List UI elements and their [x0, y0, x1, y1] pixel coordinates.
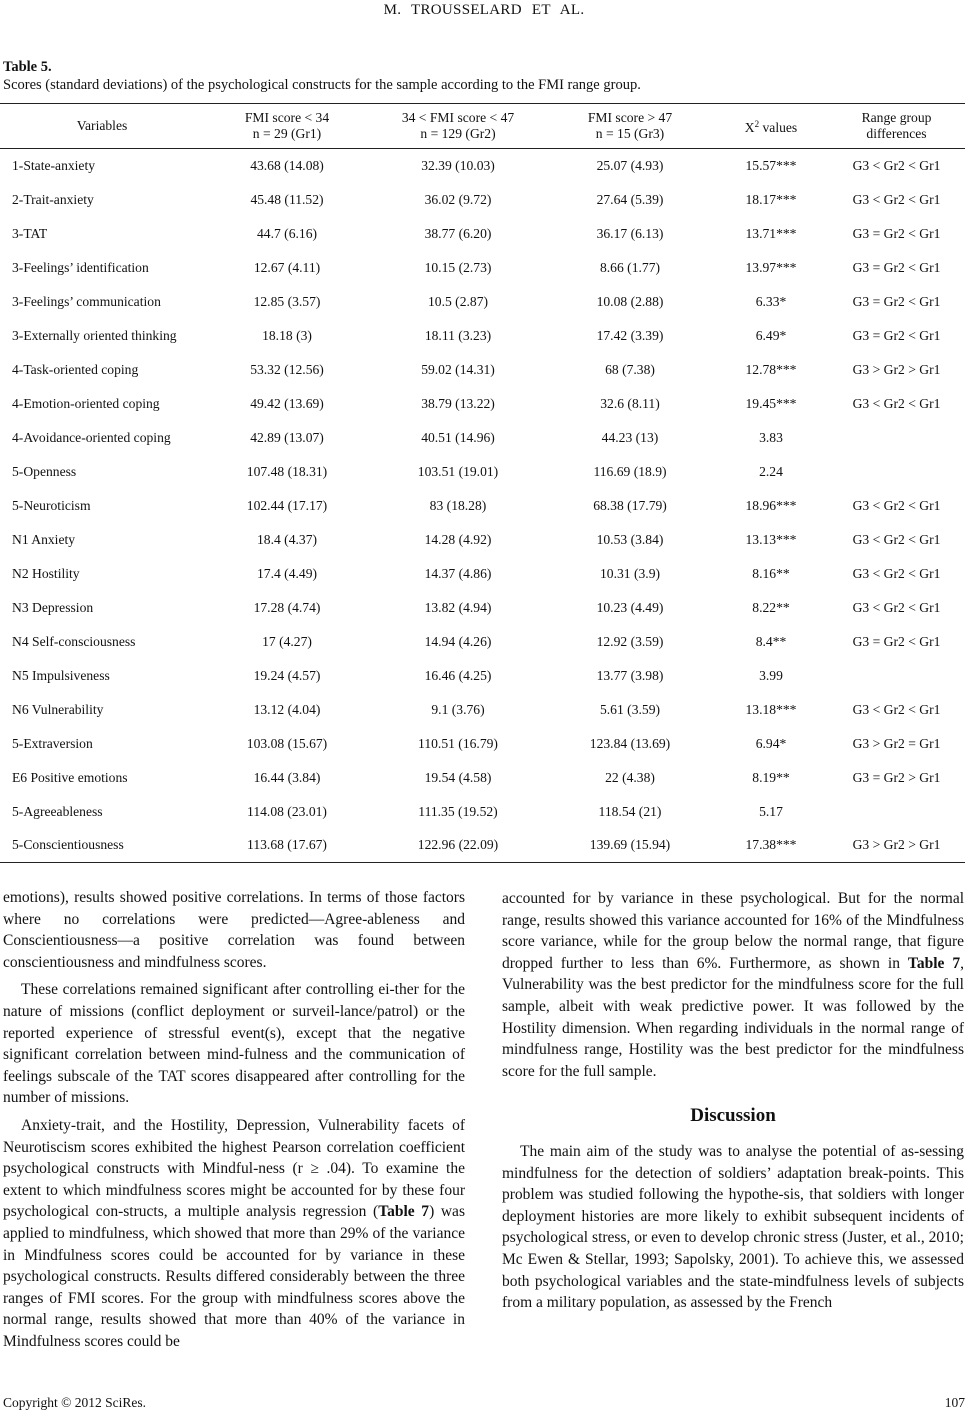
variable-name-cell: N3 Depression — [12, 599, 94, 615]
group-1-score-cell: 16.44 (3.84) — [253, 769, 321, 785]
group-1-score-cell: 114.08 (23.01) — [247, 803, 327, 819]
group-1-score-cell: 18.18 (3) — [262, 327, 312, 343]
variable-name-cell: N2 Hostility — [12, 565, 80, 581]
table-header-row — [0, 104, 965, 149]
table-row — [0, 693, 965, 727]
group-1-score-cell: 17 (4.27) — [262, 633, 312, 649]
range-difference-cell — [828, 659, 965, 693]
group-3-score-cell: 5.61 (3.59) — [599, 701, 661, 717]
group-1-score-cell: 17.28 (4.74) — [253, 599, 321, 615]
range-difference-cell: G3 < Gr2 < Gr1 — [852, 599, 941, 615]
chi-square-cell: 5.17 — [759, 803, 783, 819]
group-1-score-cell: 43.68 (14.08) — [250, 157, 324, 173]
range-difference-cell — [828, 455, 965, 489]
chi-square-cell: 13.18*** — [745, 701, 797, 717]
table-body — [0, 149, 965, 863]
group-3-score-cell: 10.23 (4.49) — [596, 599, 664, 615]
table-row — [0, 353, 965, 387]
group-3-score-cell: 13.77 (3.98) — [596, 667, 664, 683]
right-paragraph-2: The main aim of the study was to analyse the potential of as-sessing mindfulness for the detection of soldiers’ adaptation break-points. This problem was studied following the hypothe-sis, that soldiers with longer deployment histories are more likely to exhibit subsequent incidents of psychological stress, or even to develop chronic stress (Juster, et al., 2010; Mc Ewen & Stellar, 1993; Sapolsky, 2001). To achieve this, we assessed both psychological variables and the state-mindfulness levels of subjects from a military population, as assessed by the French — [502, 1142, 964, 1312]
chi-square-cell: 13.13*** — [745, 531, 797, 547]
group-3-score-cell: 10.08 (2.88) — [596, 293, 664, 309]
results-table — [0, 103, 965, 863]
left-paragraph-3 — [3, 1115, 465, 1353]
group-2-score-cell: 83 (18.28) — [429, 497, 487, 513]
group-2-score-cell: 38.79 (13.22) — [421, 395, 495, 411]
chi-square-cell: 19.45*** — [745, 395, 797, 411]
table-7-reference: Table 7 — [907, 954, 961, 972]
table-caption — [3, 58, 641, 94]
table-row — [0, 761, 965, 795]
group-1-score-cell: 18.4 (4.37) — [256, 531, 318, 547]
group-2-score-cell: 38.77 (6.20) — [424, 225, 492, 241]
group-1-score-cell: 44.7 (6.16) — [256, 225, 318, 241]
group-2-score-cell: 59.02 (14.31) — [421, 361, 495, 377]
header-chi-base: X — [744, 120, 755, 135]
group-1-score-cell: 103.08 (15.67) — [246, 735, 328, 751]
discussion-heading: Discussion — [690, 1105, 776, 1127]
chi-square-cell: 3.99 — [759, 667, 783, 683]
range-difference-cell: G3 = Gr2 < Gr1 — [852, 225, 941, 241]
variable-name-cell: 5-Agreeableness — [12, 803, 103, 819]
table-row — [0, 489, 965, 523]
group-3-score-cell: 118.54 (21) — [598, 803, 662, 819]
group-3-score-cell: 36.17 (6.13) — [596, 225, 664, 241]
group-3-score-cell: 68 (7.38) — [605, 361, 655, 377]
table-row — [0, 421, 965, 455]
chi-square-cell: 12.78*** — [745, 361, 797, 377]
variable-name-cell: 5-Openness — [12, 463, 77, 479]
chi-square-cell: 18.17*** — [745, 191, 797, 207]
group-3-score-cell: 68.38 (17.79) — [593, 497, 667, 513]
header-group-2-range: 34 < FMI score < 47 — [401, 110, 515, 125]
table-row — [0, 625, 965, 659]
range-difference-cell: G3 = Gr2 > Gr1 — [852, 769, 941, 785]
group-3-score-cell: 17.42 (3.39) — [596, 327, 664, 343]
variable-name-cell: N4 Self-consciousness — [12, 633, 136, 649]
range-difference-cell: G3 < Gr2 < Gr1 — [852, 157, 941, 173]
table-row — [0, 149, 965, 183]
range-difference-cell: G3 > Gr2 > Gr1 — [828, 829, 965, 863]
group-2-score-cell: 18.11 (3.23) — [424, 327, 492, 343]
group-1-score-cell: 45.48 (11.52) — [250, 191, 324, 207]
header-group-1-n: n = 29 (Gr1) — [252, 126, 322, 141]
right-paragraph-1-text-b: , Vulnerability was the best predictor for the mindfulness score for the full sample, albeit with weak predictive power. It was followed by the Hostility dimension. When regarding individuals in the normal range of mindfulness range, Hostility was the best predictor for the mindfulness score for the full sample. — [502, 954, 964, 1080]
table-row — [0, 387, 965, 421]
group-3-score-cell: 32.6 (8.11) — [600, 395, 660, 411]
variable-name-cell: 3-Feelings’ identification — [12, 259, 149, 275]
variable-name-cell: 2-Trait-anxiety — [12, 191, 94, 207]
range-difference-cell: G3 = Gr2 < Gr1 — [852, 259, 941, 275]
running-head: M. TROUSSELARD ET AL. — [383, 2, 585, 18]
range-difference-cell: G3 = Gr2 < Gr1 — [852, 633, 941, 649]
left-paragraph-3-text-b: ) was applied to mindfulness, which showed that more than 29% of the variance in Mindfulness scores could be accounted for by variance in these psychological constructs. Results differed considerably between the three ranges of FMI scores. For the group with mindfulness scores above the normal range, results showed that more than 40% of the variance in Mindfulness scores could be — [3, 1203, 465, 1350]
table-7-reference: Table 7 — [378, 1203, 430, 1221]
group-3-score-cell: 44.23 (13) — [601, 429, 659, 445]
table-row — [0, 795, 965, 829]
group-2-score-cell: 14.94 (4.26) — [424, 633, 492, 649]
table-row — [0, 591, 965, 625]
table-row — [0, 251, 965, 285]
group-2-score-cell: 103.51 (19.01) — [417, 463, 499, 479]
chi-square-cell: 6.94* — [755, 735, 787, 751]
table-row — [0, 659, 965, 693]
range-difference-cell: G3 < Gr2 < Gr1 — [852, 701, 941, 717]
table-row — [0, 557, 965, 591]
table-label: Table 5. — [3, 59, 52, 75]
copyright-notice: Copyright © 2012 SciRes. — [3, 1395, 147, 1410]
left-paragraph-3-text-a: Anxiety-trait, and the Hostility, Depression, Vulnerability facets of Neurotiscism scores exhibited the highest Pearson correlation coefficient psychological constructs with Mindful-ness (r ≥ .04). To examine the extent to which mindfulness scores might be accounted for by these four psychological con-structs, a multiple analysis regression ( — [3, 1116, 465, 1221]
table-row — [0, 319, 965, 353]
group-1-score-cell: 102.44 (17.17) — [246, 497, 328, 513]
group-1-score-cell: 49.42 (13.69) — [250, 395, 324, 411]
group-3-score-cell: 27.64 (5.39) — [596, 191, 664, 207]
group-3-score-cell: 139.69 (15.94) — [546, 829, 714, 863]
header-variables: Variables — [0, 104, 204, 149]
group-3-score-cell: 123.84 (13.69) — [589, 735, 671, 751]
group-2-score-cell: 40.51 (14.96) — [421, 429, 495, 445]
variable-name-cell: 4-Task-oriented coping — [12, 361, 139, 377]
range-difference-cell: G3 > Gr2 > Gr1 — [852, 361, 941, 377]
group-1-score-cell: 107.48 (18.31) — [246, 463, 328, 479]
group-2-score-cell: 9.1 (3.76) — [431, 701, 485, 717]
group-1-score-cell: 53.32 (12.56) — [250, 361, 324, 377]
header-group-2-n: n = 129 (Gr2) — [420, 126, 496, 141]
group-3-score-cell: 116.69 (18.9) — [593, 463, 667, 479]
group-2-score-cell: 10.15 (2.73) — [424, 259, 492, 275]
chi-square-cell: 8.19** — [752, 769, 790, 785]
header-chi-rest: values — [759, 120, 798, 135]
table-row — [0, 183, 965, 217]
header-group-1-range: FMI score < 34 — [244, 110, 330, 125]
chi-square-cell: 13.71*** — [745, 225, 797, 241]
group-2-score-cell: 14.37 (4.86) — [424, 565, 492, 581]
variable-name-cell: N1 Anxiety — [12, 531, 76, 547]
header-group-3-range: FMI score > 47 — [587, 110, 673, 125]
group-1-score-cell: 13.12 (4.04) — [253, 701, 321, 717]
variable-name-cell: 1-State-anxiety — [12, 157, 96, 173]
header-range-differences — [828, 104, 965, 149]
variable-name-cell: N5 Impulsiveness — [12, 667, 110, 683]
right-paragraph-1-text-a: accounted for by variance in these psychological. But for the normal range, results showed this variance accounted for 16% of the Mindfulness score variance, while for the group below the normal range, that figure dropped further to less than 6%. Furthermore, as shown in — [502, 890, 964, 972]
group-3-score-cell: 22 (4.38) — [605, 769, 655, 785]
header-group-2 — [370, 104, 546, 149]
group-3-score-cell: 25.07 (4.93) — [596, 157, 664, 173]
chi-square-cell: 8.22** — [752, 599, 790, 615]
range-difference-cell: G3 > Gr2 = Gr1 — [852, 735, 941, 751]
variable-name-cell: 5-Neuroticism — [12, 497, 91, 513]
group-1-score-cell: 19.24 (4.57) — [253, 667, 321, 683]
chi-square-cell: 13.97*** — [745, 259, 797, 275]
header-group-3 — [546, 104, 714, 149]
left-text-column — [3, 887, 465, 1352]
chi-square-cell: 2.24 — [759, 463, 783, 479]
group-2-score-cell: 111.35 (19.52) — [418, 803, 498, 819]
chi-square-cell: 17.38*** — [714, 829, 828, 863]
group-3-score-cell: 10.31 (3.9) — [599, 565, 661, 581]
chi-square-cell: 6.49* — [755, 327, 787, 343]
range-difference-cell — [828, 421, 965, 455]
table-row — [0, 727, 965, 761]
header-chi-sup: 2 — [754, 119, 760, 129]
chi-square-cell: 8.16** — [752, 565, 790, 581]
range-difference-cell: G3 < Gr2 < Gr1 — [852, 531, 941, 547]
variable-name-cell: 3-Feelings’ communication — [12, 293, 161, 309]
header-range-diff-line1: Range group — [861, 110, 932, 125]
group-1-score-cell: 12.67 (4.11) — [253, 259, 321, 275]
group-1-score-cell: 42.89 (13.07) — [250, 429, 324, 445]
range-difference-cell: G3 < Gr2 < Gr1 — [852, 191, 941, 207]
variable-name-cell: 5-Conscientiousness — [0, 829, 204, 863]
table-row — [0, 217, 965, 251]
table-row — [0, 523, 965, 557]
page-number: 107 — [944, 1395, 965, 1410]
left-paragraph-1: emotions), results showed positive correlations. In terms of those factors where no correlations were predicted—Agree-ableness and Conscientiousness—a positive correlation was found between conscientiousness and mindfulness scores. — [3, 889, 465, 971]
group-2-score-cell: 14.28 (4.92) — [424, 531, 492, 547]
variable-name-cell: E6 Positive emotions — [12, 769, 128, 785]
page-footer — [3, 1395, 965, 1411]
group-2-score-cell: 13.82 (4.94) — [424, 599, 492, 615]
group-3-score-cell: 12.92 (3.59) — [596, 633, 664, 649]
chi-square-cell: 8.4** — [755, 633, 787, 649]
variable-name-cell: 5-Extraversion — [12, 735, 93, 751]
group-2-score-cell: 32.39 (10.03) — [421, 157, 495, 173]
chi-square-cell: 18.96*** — [745, 497, 797, 513]
table-caption-text: Scores (standard deviations) of the psychological constructs for the sample according to the FMI range group. — [3, 77, 641, 93]
variable-name-cell: 4-Avoidance-oriented coping — [12, 429, 171, 445]
range-difference-cell: G3 = Gr2 < Gr1 — [852, 293, 941, 309]
variable-name-cell: 4-Emotion-oriented coping — [12, 395, 160, 411]
header-group-3-n: n = 15 (Gr3) — [595, 126, 665, 141]
left-paragraph-2: These correlations remained significant after controlling ei-ther for the nature of missions (conflict deployment or surveil-lance/patrol) or the reported experience of stressful event(s), except that the negative significant correlation between mind-fulness and the communication of feelings subscale of the TAT scores disappeared after controlling for the number of missions. — [3, 981, 465, 1107]
table-row — [0, 285, 965, 319]
chi-square-cell: 3.83 — [759, 429, 783, 445]
range-difference-cell: G3 < Gr2 < Gr1 — [852, 565, 941, 581]
right-text-column — [502, 888, 964, 1314]
table-row — [0, 455, 965, 489]
group-2-score-cell: 10.5 (2.87) — [427, 293, 489, 309]
table-row — [0, 829, 965, 863]
range-difference-cell: G3 = Gr2 < Gr1 — [852, 327, 941, 343]
group-2-score-cell: 36.02 (9.72) — [424, 191, 492, 207]
range-difference-cell — [828, 795, 965, 829]
group-2-score-cell: 122.96 (22.09) — [370, 829, 546, 863]
group-1-score-cell: 17.4 (4.49) — [256, 565, 318, 581]
header-range-diff-line2: differences — [866, 126, 927, 141]
group-2-score-cell: 19.54 (4.58) — [424, 769, 492, 785]
group-2-score-cell: 110.51 (16.79) — [418, 735, 498, 751]
variable-name-cell: N6 Vulnerability — [12, 701, 104, 717]
chi-square-cell: 15.57*** — [745, 157, 797, 173]
group-3-score-cell: 10.53 (3.84) — [596, 531, 664, 547]
chi-square-cell: 6.33* — [755, 293, 787, 309]
header-chi-square — [714, 104, 828, 149]
variable-name-cell: 3-Externally oriented thinking — [12, 327, 177, 343]
header-group-1 — [204, 104, 370, 149]
group-3-score-cell: 8.66 (1.77) — [599, 259, 661, 275]
group-2-score-cell: 16.46 (4.25) — [424, 667, 492, 683]
range-difference-cell: G3 < Gr2 < Gr1 — [852, 395, 941, 411]
group-1-score-cell: 113.68 (17.67) — [204, 829, 370, 863]
variable-name-cell: 3-TAT — [12, 225, 48, 241]
group-1-score-cell: 12.85 (3.57) — [253, 293, 321, 309]
range-difference-cell: G3 < Gr2 < Gr1 — [852, 497, 941, 513]
right-paragraph-1 — [502, 888, 964, 1082]
